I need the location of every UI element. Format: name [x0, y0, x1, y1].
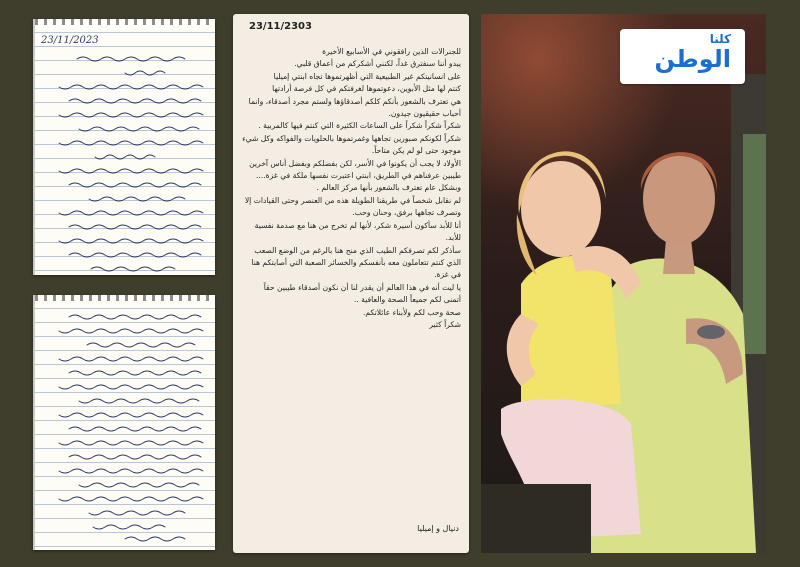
letter-paragraph: أتمنى لكم جميعاً الصحة والعافية ..: [353, 295, 461, 305]
letter-panel: [233, 14, 469, 553]
letter-paragraph: شكراً لكونكم صبورين تجاهها وغمرتموها بالحلويات والفواكه وكل شيء موجود حتى لو لم يكن متاحاً.: [242, 133, 461, 156]
letter-paragraph: هي تعترف بالشعور بأنكم كلكم أصدقاؤها ولستم مجرد أصدقاء، وانما أحباب حقيقيون جيدون.: [248, 96, 461, 119]
letter-paragraph: على انسانيتكم غير الطبيعية التي أظهرتموها تجاه ابنتي إميليا: [273, 71, 461, 81]
letter-paragraph: شكراً كثير: [429, 319, 461, 329]
letter-body: [241, 46, 461, 331]
letter-paragraph: وبشكل عام تعترف بالشعور بأنها مركز العالم .: [316, 183, 461, 193]
letter-paragraph: كنتم لها مثل الأبوين، دعوتموها لغرفتكم في كل فرصة أرادتها: [272, 84, 461, 94]
news-photo: [481, 14, 766, 553]
note-date: 23/11/2023: [41, 35, 99, 46]
handwritten-note-bottom: [33, 295, 215, 550]
handwriting-scribble: [35, 19, 215, 275]
watan-logo: [620, 29, 745, 84]
letter-paragraph: يبدو أننا سنفترق غداً، لكنني أشكركم من أعماق قلبي.: [294, 59, 461, 69]
logo-text-small: كلنا: [709, 32, 731, 46]
logo-text-big: الوطن: [654, 45, 731, 73]
letter-paragraph: لم نقابل شخصاً في طريقنا الطويلة هذه من العنصر وحتى القيادات إلا وتصرف تجاهها برفق، وحنان وحب.: [244, 195, 461, 218]
letter-paragraph: الأولاد لا يجب أن يكونوا في الأسر، لكن بفضلكم وبفضل أناس آخرين طيبين عرفناهم في الطريق، ابنتي اعتبرت نفسها ملكة في غزة....: [249, 158, 461, 181]
handwritten-note-top: [33, 19, 215, 275]
letter-paragraph: يا ليت أنه في هذا العالم أن يقدر لنا أن نكون أصدقاء طيبين حقاً: [263, 282, 461, 292]
handwriting-scribble: [35, 295, 215, 550]
letter-signature: دنيال و إميليا: [417, 524, 459, 533]
letter-paragraph: صحة وحب لكم ولأبناء عائلاتكم.: [362, 307, 461, 317]
letter-paragraph: للجنرالات الذين رافقوني في الأسابيع الأخيرة: [322, 47, 461, 56]
letter-paragraph: شكراً شكراً شكراً على الساعات الكثيرة التي كنتم فيها كالمربية .: [258, 121, 461, 131]
letter-paragraph: سأذكر لكم تصرفكم الطيب الذي منح هنا بالرغم من الوضع الصعب الذي كنتم تتعاملون معه بأنفسكم والخسائر الصعبة التي أصابتكم هنا في غزة.: [251, 245, 461, 280]
letter-date: 23/11/2303: [249, 21, 312, 32]
photo-illustration: [481, 14, 766, 553]
letter-paragraph: أنا للأبد سأكون أسيرة شكر، لأنها لم تخرج من هنا مع صدمة نفسية للأبد.: [254, 220, 461, 243]
